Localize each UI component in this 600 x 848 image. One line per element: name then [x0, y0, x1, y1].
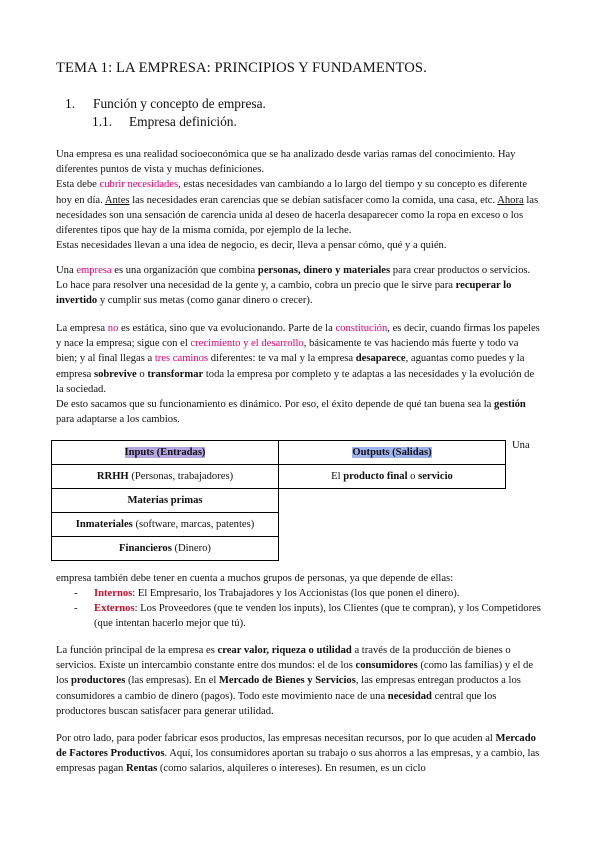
side-text: Una [512, 440, 530, 451]
subsection-label: Empresa definición. [129, 114, 237, 129]
table-cell: El producto final o servicio [279, 465, 506, 489]
table-cell: RRHH (Personas, trabajadores) [52, 465, 279, 489]
paragraph-definition [56, 147, 540, 253]
subsection-heading [92, 114, 237, 130]
inputs-header: Inputs (Entradas) [124, 447, 206, 458]
section-label: Función y concepto de empresa. [93, 96, 266, 111]
table-cell: Materias primas [52, 489, 279, 513]
section-heading [65, 96, 266, 112]
page-title: TEMA 1: LA EMPRESA: PRINCIPIOS Y FUNDAMENTOS. [56, 60, 427, 76]
paragraph-mercado-factores: Por otro lado, para poder fabricar esos productos, las empresas necesitan recursos, por lo que acuden al Mercado de Factores Productivos. Aquí, los consumidores aportan su trabajo o sus ahorros a las empresas, y a cambio, las empresas pagan Rentas (como salarios, alquileres o intereses). En resumen, es un ciclo [56, 733, 540, 775]
table-header-cell [279, 441, 506, 465]
table-cell: Inmateriales (software, marcas, patentes) [52, 513, 279, 537]
paragraph-text: Una empresa es una realidad socioeconómica que se ha analizado desde varias ramas del conocimiento. Hay diferentes puntos de vista y muchas definiciones. [56, 149, 516, 176]
table-cell: Financieros (Dinero) [52, 537, 279, 561]
table-header-cell [52, 441, 279, 465]
underlined-text: Ahora [497, 194, 524, 206]
paragraph-funcion: La función principal de la empresa es crear valor, riqueza o utilidad a través de la producción de bienes o servicios. Existe un intercambio constante entre dos mundos: el de los consumidores (como las familias) y el de los productores (las empresas). En el Mercado de Bienes y Servicios, las empresas entregan productos a los consumidores a cambio de dinero (pagos). Todo este movimiento nace de una necesidad central que los productores buscan satisfacer para generar utilidad. [56, 645, 534, 717]
list-label: Internos [94, 588, 133, 599]
paragraph-text: Esta debe cubrir necesidades, estas necesidades van cambiando a lo largo del tiempo y su concepto es diferente hoy en día. Antes las necesidades eran carencias que se debían satisfacer como la comida, una casa, etc. Ahora las necesidades son una sensación de carencia unida al deseo de hacerla desaparecer como la ropa en exceso o los diferentes tipos que hay de la misma comida, por ejemplo de la leche. [56, 179, 539, 237]
highlight-text: tres caminos [154, 353, 209, 365]
highlight-text: crecimiento y el desarrollo [190, 338, 304, 350]
highlight-text: no [107, 323, 119, 334]
list-item: - Internos: El Empresario, los Trabajadores y los Accionistas (los que ponen el dinero). [74, 588, 460, 599]
outputs-header: Outputs (Salidas) [352, 447, 432, 458]
list-label: Externos [94, 603, 135, 615]
continuation-line: empresa también debe tener en cuenta a muchos grupos de personas, ya que depende de ellas: [56, 573, 454, 584]
inputs-outputs-table [51, 440, 506, 561]
table-row [52, 513, 506, 537]
table-row [52, 465, 506, 489]
highlight-text: cubrir necesidades [99, 179, 179, 191]
highlight-text: constitución [335, 323, 388, 334]
underlined-text: Antes [104, 194, 130, 206]
subsection-number: 1.1. [92, 114, 113, 129]
section-number: 1. [65, 96, 76, 111]
paragraph-text: Estas necesidades llevan a una idea de negocio, es decir, lleva a pensar cómo, qué y a quién. [56, 240, 447, 252]
table-row [52, 537, 506, 561]
table-row [52, 489, 506, 513]
table-row [52, 441, 506, 465]
paragraph-empresa: Una empresa es una organización que combina personas, dinero y materiales para crear productos o servicios. Lo hace para resolver una necesidad de la gente y, a cambio, cobra un precio que le sirve para recuperar lo invertido y cumplir sus metas (como ganar dinero o crecer). [56, 265, 531, 307]
highlight-text: empresa [76, 265, 112, 276]
paragraph-evolucion: La empresa no es estática, sino que va evolucionando. Parte de la constitución, es decir, cuando firmas los papeles y nace la empresa; sigue con el crecimiento y el desarrollo, básicamente te vas haciendo más fuerte y todo va bien; y al final llegas a tres caminos diferentes: te va mal y la empresa desaparece, aguantas como puedes y la empresa sobrevive o transformar toda la empresa por completo y te adaptas a las necesidades y la evolución de la sociedad. De esto sacamos que su funcionamiento es dinámico. Por eso, el éxito depende de qué tan buena sea la gestión para adaptarse a los cambios. [56, 323, 540, 426]
stakeholder-list [56, 586, 546, 632]
list-item: - Externos: Los Proveedores (que te venden los inputs), los Clientes (que te compran), y los Competidores (que intentan hacerlo mejor que tú). [74, 603, 541, 630]
